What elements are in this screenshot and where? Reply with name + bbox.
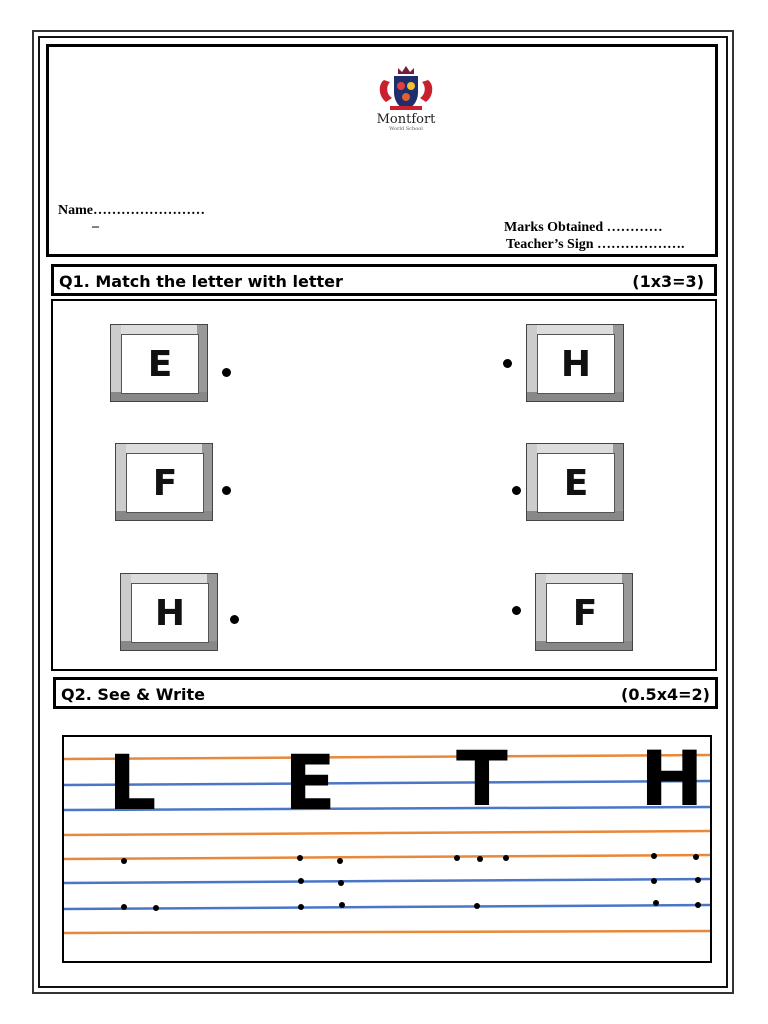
write-letter-3: T xyxy=(456,734,508,823)
left-letter-3: H xyxy=(131,583,209,643)
left-letter-key-3 xyxy=(120,573,218,651)
left-letter-1: E xyxy=(121,334,199,394)
q2-title-bar xyxy=(53,677,718,709)
right-letter-key-3 xyxy=(535,573,633,651)
teacher-sign-label: Teacher’s Sign ………………. xyxy=(506,237,685,252)
match-dot-left-2[interactable] xyxy=(222,486,231,495)
right-letter-1: H xyxy=(537,334,615,394)
school-name: Montfort xyxy=(376,112,436,127)
write-letter-2: E xyxy=(284,738,336,827)
left-letter-key-1 xyxy=(110,324,208,402)
right-letter-key-1 xyxy=(526,324,624,402)
write-letter-1: L xyxy=(108,738,157,827)
match-dot-right-2[interactable] xyxy=(512,486,521,495)
right-letter-2: E xyxy=(537,453,615,513)
q2-marks: (0.5x4=2) xyxy=(621,685,710,704)
q1-title-bar xyxy=(51,264,717,296)
writing-practice-area[interactable] xyxy=(62,735,712,963)
left-letter-key-2 xyxy=(115,443,213,521)
q2-title: Q2. See & Write xyxy=(61,685,205,704)
right-letter-key-2 xyxy=(526,443,624,521)
name-field-label: Name…………………… xyxy=(58,203,205,218)
writing-guide-lines xyxy=(64,734,710,961)
match-dot-right-1[interactable] xyxy=(503,359,512,368)
q1-marks: (1x3=3) xyxy=(632,272,704,291)
name-dash: – xyxy=(92,219,99,234)
right-letter-3: F xyxy=(546,583,624,643)
left-letter-2: F xyxy=(126,453,204,513)
match-dot-left-3[interactable] xyxy=(230,615,239,624)
school-subtitle: World School xyxy=(389,126,423,132)
marks-obtained-label: Marks Obtained ………… xyxy=(504,220,663,235)
q1-title: Q1. Match the letter with letter xyxy=(59,272,343,291)
match-dot-right-3[interactable] xyxy=(512,606,521,615)
write-letter-4: H xyxy=(640,734,704,823)
match-dot-left-1[interactable] xyxy=(222,368,231,377)
